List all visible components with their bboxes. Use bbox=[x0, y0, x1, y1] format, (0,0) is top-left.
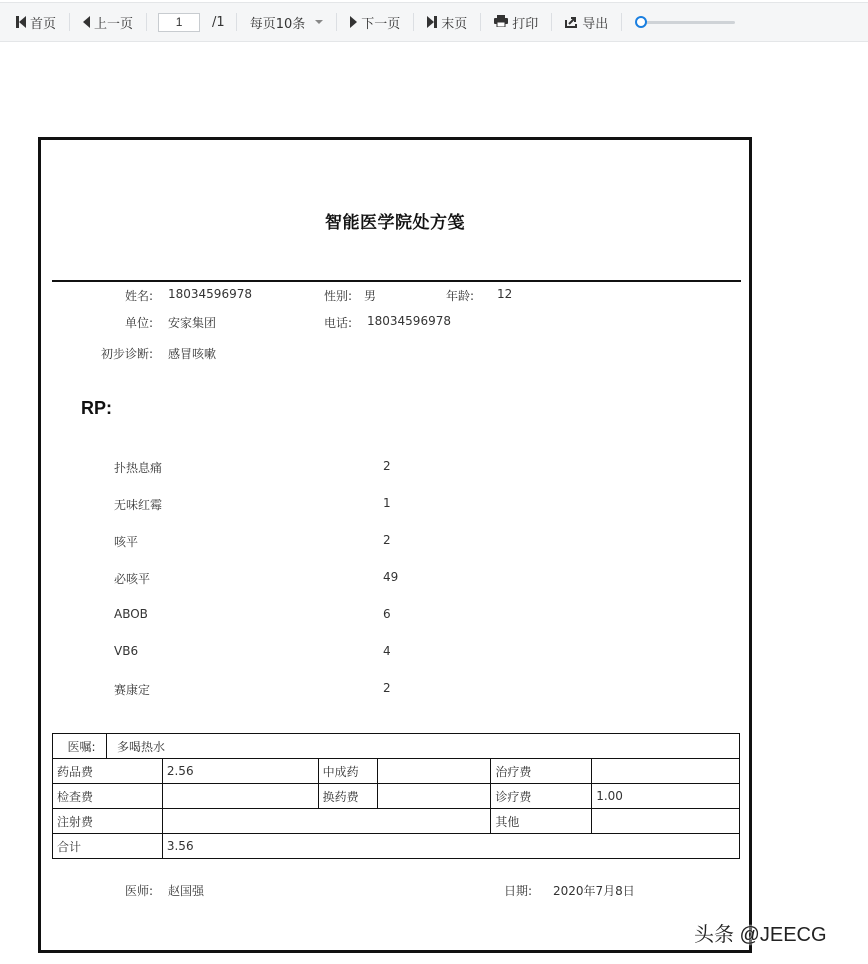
zoom-slider-thumb[interactable] bbox=[635, 16, 647, 28]
drug-name: ABOB bbox=[114, 607, 148, 621]
prev-page-label: 上一页 bbox=[94, 16, 134, 32]
age-label: 年龄: bbox=[446, 289, 475, 303]
diagnosis-label: 初步诊断: bbox=[100, 347, 153, 361]
page-number-input[interactable] bbox=[158, 13, 200, 32]
first-page-icon bbox=[16, 16, 26, 28]
page-total: /1 bbox=[212, 14, 225, 30]
gender-value: 男 bbox=[364, 289, 377, 303]
drug-name: 无味红霉 bbox=[114, 498, 163, 512]
drug-name: 扑热息痛 bbox=[114, 461, 163, 475]
table-row bbox=[53, 809, 740, 834]
drug-qty: 2 bbox=[383, 459, 391, 473]
toolbar-divider bbox=[413, 13, 414, 31]
next-page-icon bbox=[350, 16, 357, 28]
patent-med-label: 中成药 bbox=[318, 759, 377, 784]
drug-name: 咳平 bbox=[114, 535, 139, 549]
drug-qty: 2 bbox=[383, 533, 391, 547]
toolbar-divider bbox=[236, 13, 237, 31]
toolbar-divider bbox=[621, 13, 622, 31]
total-value: 3.56 bbox=[162, 834, 739, 859]
exam-fee-label: 检查费 bbox=[53, 784, 163, 809]
advice-label: 医嘱: bbox=[57, 734, 107, 758]
date-value: 2020年7月8日 bbox=[553, 884, 635, 898]
drug-name: VB6 bbox=[114, 644, 139, 658]
drug-qty: 49 bbox=[383, 570, 399, 584]
fee-table bbox=[52, 733, 740, 859]
print-button[interactable] bbox=[492, 13, 540, 32]
unit-value: 安家集团 bbox=[168, 316, 217, 330]
drug-qty: 2 bbox=[383, 681, 391, 695]
other-fee-label: 其他 bbox=[491, 809, 592, 834]
export-label: 导出 bbox=[582, 16, 609, 32]
other-fee-value bbox=[592, 809, 740, 834]
print-label: 打印 bbox=[512, 16, 539, 32]
page-size-label: 每页10条 bbox=[249, 16, 306, 32]
prev-page-button[interactable] bbox=[81, 13, 135, 32]
consult-fee-value: 1.00 bbox=[592, 784, 740, 809]
name-label: 姓名: bbox=[124, 289, 153, 303]
patent-med-value bbox=[377, 759, 491, 784]
toolbar-divider bbox=[480, 13, 481, 31]
zoom-slider-track bbox=[639, 21, 735, 24]
drug-qty: 6 bbox=[383, 607, 391, 621]
drug-name: 必咳平 bbox=[114, 572, 151, 586]
dressing-fee-label: 换药费 bbox=[318, 784, 377, 809]
treatment-fee-value bbox=[592, 759, 740, 784]
total-label: 合计 bbox=[53, 834, 163, 859]
watermark: 头条 @JEECG bbox=[694, 924, 827, 946]
table-row bbox=[53, 759, 740, 784]
gender-label: 性别: bbox=[324, 289, 353, 303]
drug-fee-value: 2.56 bbox=[162, 759, 318, 784]
last-page-label: 末页 bbox=[441, 16, 468, 32]
page-size-dropdown[interactable] bbox=[248, 13, 326, 32]
exam-fee-value bbox=[162, 784, 318, 809]
rp-heading: RP: bbox=[81, 398, 112, 418]
printer-icon bbox=[494, 15, 508, 29]
zoom-slider[interactable] bbox=[635, 16, 735, 28]
drug-qty: 1 bbox=[383, 496, 391, 510]
title-divider bbox=[52, 280, 741, 282]
advice-value: 多喝热水 bbox=[117, 739, 166, 754]
last-page-icon bbox=[427, 16, 437, 28]
doctor-value: 赵国强 bbox=[168, 884, 205, 898]
toolbar-divider bbox=[146, 13, 147, 31]
table-row bbox=[53, 784, 740, 809]
last-page-button[interactable] bbox=[425, 13, 469, 32]
advice-row bbox=[53, 734, 740, 759]
chevron-down-icon bbox=[315, 20, 323, 24]
advice-cell bbox=[53, 734, 740, 759]
document-title: 智能医学院处方笺 bbox=[325, 213, 465, 233]
report-toolbar bbox=[0, 2, 868, 42]
drug-fee-label: 药品费 bbox=[53, 759, 163, 784]
treatment-fee-label: 治疗费 bbox=[491, 759, 592, 784]
phone-label: 电话: bbox=[324, 316, 353, 330]
prescription-page bbox=[38, 137, 752, 953]
first-page-label: 首页 bbox=[30, 16, 57, 32]
consult-fee-label: 诊疗费 bbox=[491, 784, 592, 809]
drug-name: 赛康定 bbox=[114, 683, 151, 697]
diagnosis-value: 感冒咳嗽 bbox=[168, 347, 217, 361]
table-row bbox=[53, 834, 740, 859]
toolbar-divider bbox=[336, 13, 337, 31]
next-page-label: 下一页 bbox=[361, 16, 401, 32]
drug-qty: 4 bbox=[383, 644, 391, 658]
age-value: 12 bbox=[497, 287, 513, 301]
unit-label: 单位: bbox=[124, 316, 153, 330]
dressing-fee-value bbox=[377, 784, 491, 809]
name-value: 18034596978 bbox=[168, 287, 252, 301]
date-label: 日期: bbox=[504, 884, 533, 898]
next-page-button[interactable] bbox=[348, 13, 402, 32]
injection-fee-label: 注射费 bbox=[53, 809, 163, 834]
toolbar-divider bbox=[69, 13, 70, 31]
first-page-button[interactable] bbox=[14, 13, 58, 32]
phone-value: 18034596978 bbox=[367, 314, 451, 328]
prev-page-icon bbox=[83, 16, 90, 28]
injection-fee-value bbox=[162, 809, 490, 834]
toolbar-divider bbox=[551, 13, 552, 31]
export-button[interactable] bbox=[563, 13, 610, 32]
export-icon bbox=[565, 15, 578, 30]
doctor-label: 医师: bbox=[124, 884, 153, 898]
